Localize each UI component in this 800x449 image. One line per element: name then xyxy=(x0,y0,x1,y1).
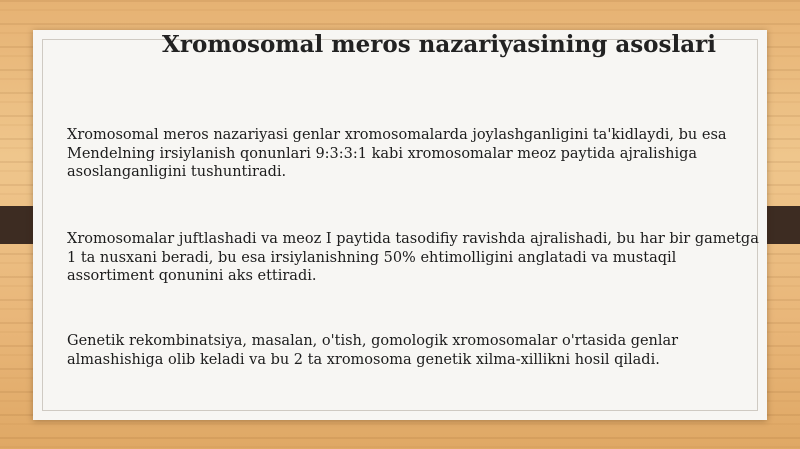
paragraph-genetic-recombination: Genetik rekombinatsiya, masalan, o'tish, gomologik xromosomalar o'rtasida genlar almashishiga olib keladi va bu 2 ta xromosoma genetik xilma-xillikni hosil qiladi. xyxy=(67,333,679,368)
paragraph-meiosis-segregation: Xromosomalar juftlashadi va meoz I paytida tasodifiy ravishda ajralishadi, bu har bir gametga 1 ta nusxani beradi, bu esa irsiylanishning 50% ehtimolligini anglatadi va mustaqil assortiment qonunini aks ettiradi. xyxy=(67,231,759,284)
slide-title: Xromosomal meros nazariyasining asoslari xyxy=(162,31,716,58)
paragraph-chromosome-theory: Xromosomal meros nazariyasi genlar xromosomalarda joylashganligini ta'kidlaydi, bu esa Mendelning irsiylanish qonunlari 9:3:3:1 kabi xromosomalar meoz paytida ajralishiga asoslanganligini tushuntiradi. xyxy=(67,127,727,180)
